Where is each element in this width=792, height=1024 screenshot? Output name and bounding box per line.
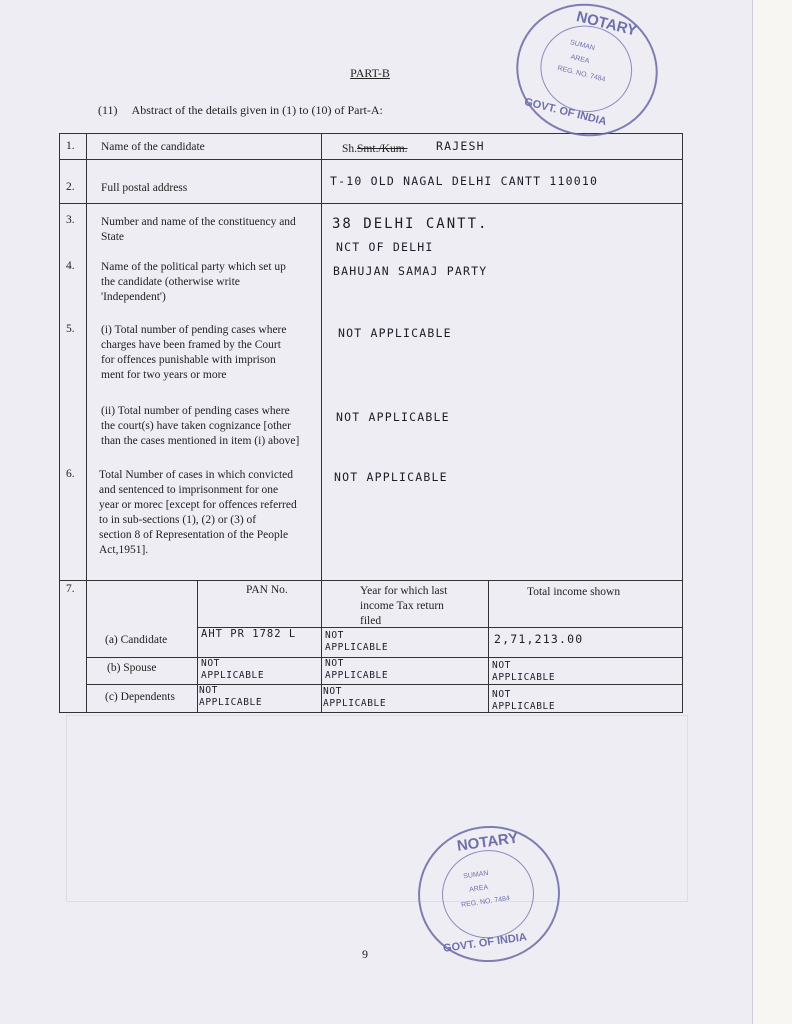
table-line bbox=[321, 581, 322, 713]
constituency-label: Number and name of the constituency and State bbox=[101, 216, 296, 243]
table-line bbox=[59, 159, 683, 160]
dependents-income: NOT APPLICABLE bbox=[492, 689, 556, 712]
candidate-income: 2,71,213.00 bbox=[494, 632, 584, 646]
spouse-pan: NOT APPLICABLE bbox=[201, 658, 265, 681]
page-number: 9 bbox=[362, 947, 368, 961]
table-line bbox=[197, 581, 198, 713]
dependents-itr-year: NOT APPLICABLE bbox=[323, 686, 387, 709]
table-line bbox=[86, 684, 683, 685]
part-heading: PART-B bbox=[350, 66, 390, 80]
table-line bbox=[59, 203, 683, 204]
abstract-text: Abstract of the details given in (1) to (10) of Part-A: bbox=[131, 103, 383, 117]
postal-address-label: Full postal address bbox=[101, 182, 188, 194]
row-number: 1. bbox=[66, 140, 75, 152]
notary-stamp-bottom: NOTARY GOVT. OF INDIA SUMAN AREA REG. NO. 7484 bbox=[409, 817, 569, 971]
state-value: NCT OF DELHI bbox=[336, 240, 434, 254]
convictions-label: Total Number of cases in which convicted and sentenced to imprisonment for one year or morec [except for offences referred to in sub-sections (1), (2) or (3) of section 8 of Representation of the People Act,1951]. bbox=[99, 469, 297, 556]
spouse-itr-year: NOT APPLICABLE bbox=[325, 658, 389, 681]
candidate-itr-year: NOT APPLICABLE bbox=[325, 630, 389, 653]
dependents-row-label: (c) Dependents bbox=[105, 691, 175, 703]
row-number: 4. bbox=[66, 260, 75, 272]
candidate-row-label: (a) Candidate bbox=[105, 634, 168, 646]
table-line bbox=[86, 133, 87, 713]
constituency-value: 38 DELHI CANTT. bbox=[332, 216, 489, 232]
abstract-number: (11) bbox=[98, 103, 118, 117]
notary-stamp-top: NOTARY GOVT. OF INDIA SUMAN AREA REG. NO. 7484 bbox=[502, 0, 672, 151]
pending-cases-cognizance-value: NOT APPLICABLE bbox=[336, 410, 450, 424]
dependents-pan: NOT APPLICABLE bbox=[199, 685, 263, 708]
candidate-name-value: RAJESH bbox=[436, 139, 485, 153]
row-number: 2. bbox=[66, 181, 75, 193]
table-line bbox=[488, 581, 489, 713]
row-number: 3. bbox=[66, 214, 75, 226]
total-income-header: Total income shown bbox=[527, 586, 621, 598]
pending-cases-framed-value: NOT APPLICABLE bbox=[338, 326, 452, 340]
page-edge bbox=[752, 0, 792, 1024]
spouse-row-label: (b) Spouse bbox=[107, 662, 157, 674]
postal-address-value: T-10 OLD NAGAL DELHI CANTT 110010 bbox=[330, 174, 599, 188]
pan-header: PAN No. bbox=[246, 584, 288, 596]
table-line bbox=[321, 133, 322, 581]
bleed-through-table bbox=[66, 715, 688, 902]
political-party-value: BAHUJAN SAMAJ PARTY bbox=[333, 264, 488, 278]
table-line bbox=[59, 580, 683, 581]
abstract-line bbox=[98, 103, 383, 118]
itr-year-header: Year for which last income Tax return filed bbox=[360, 585, 448, 627]
candidate-name-label: Name of the candidate bbox=[101, 141, 205, 153]
row-number: 6. bbox=[66, 468, 75, 480]
pending-cases-framed-label: (i) Total number of pending cases where charges have been framed by the Court for offences punishable with imprison ment for two years or more bbox=[101, 324, 287, 381]
convictions-value: NOT APPLICABLE bbox=[334, 470, 448, 484]
row-number: 7. bbox=[66, 583, 75, 595]
row-number: 5. bbox=[66, 323, 75, 335]
political-party-label: Name of the political party which set up the candidate (otherwise write 'Independent') bbox=[101, 261, 286, 303]
salutation: Sh.Smt./Kum. bbox=[342, 143, 408, 155]
spouse-income: NOT APPLICABLE bbox=[492, 660, 556, 683]
candidate-pan: AHT PR 1782 L bbox=[201, 628, 297, 640]
pending-cases-cognizance-label: (ii) Total number of pending cases where the court(s) have taken cognizance [other than the cases mentioned in item (i) above] bbox=[101, 405, 300, 447]
